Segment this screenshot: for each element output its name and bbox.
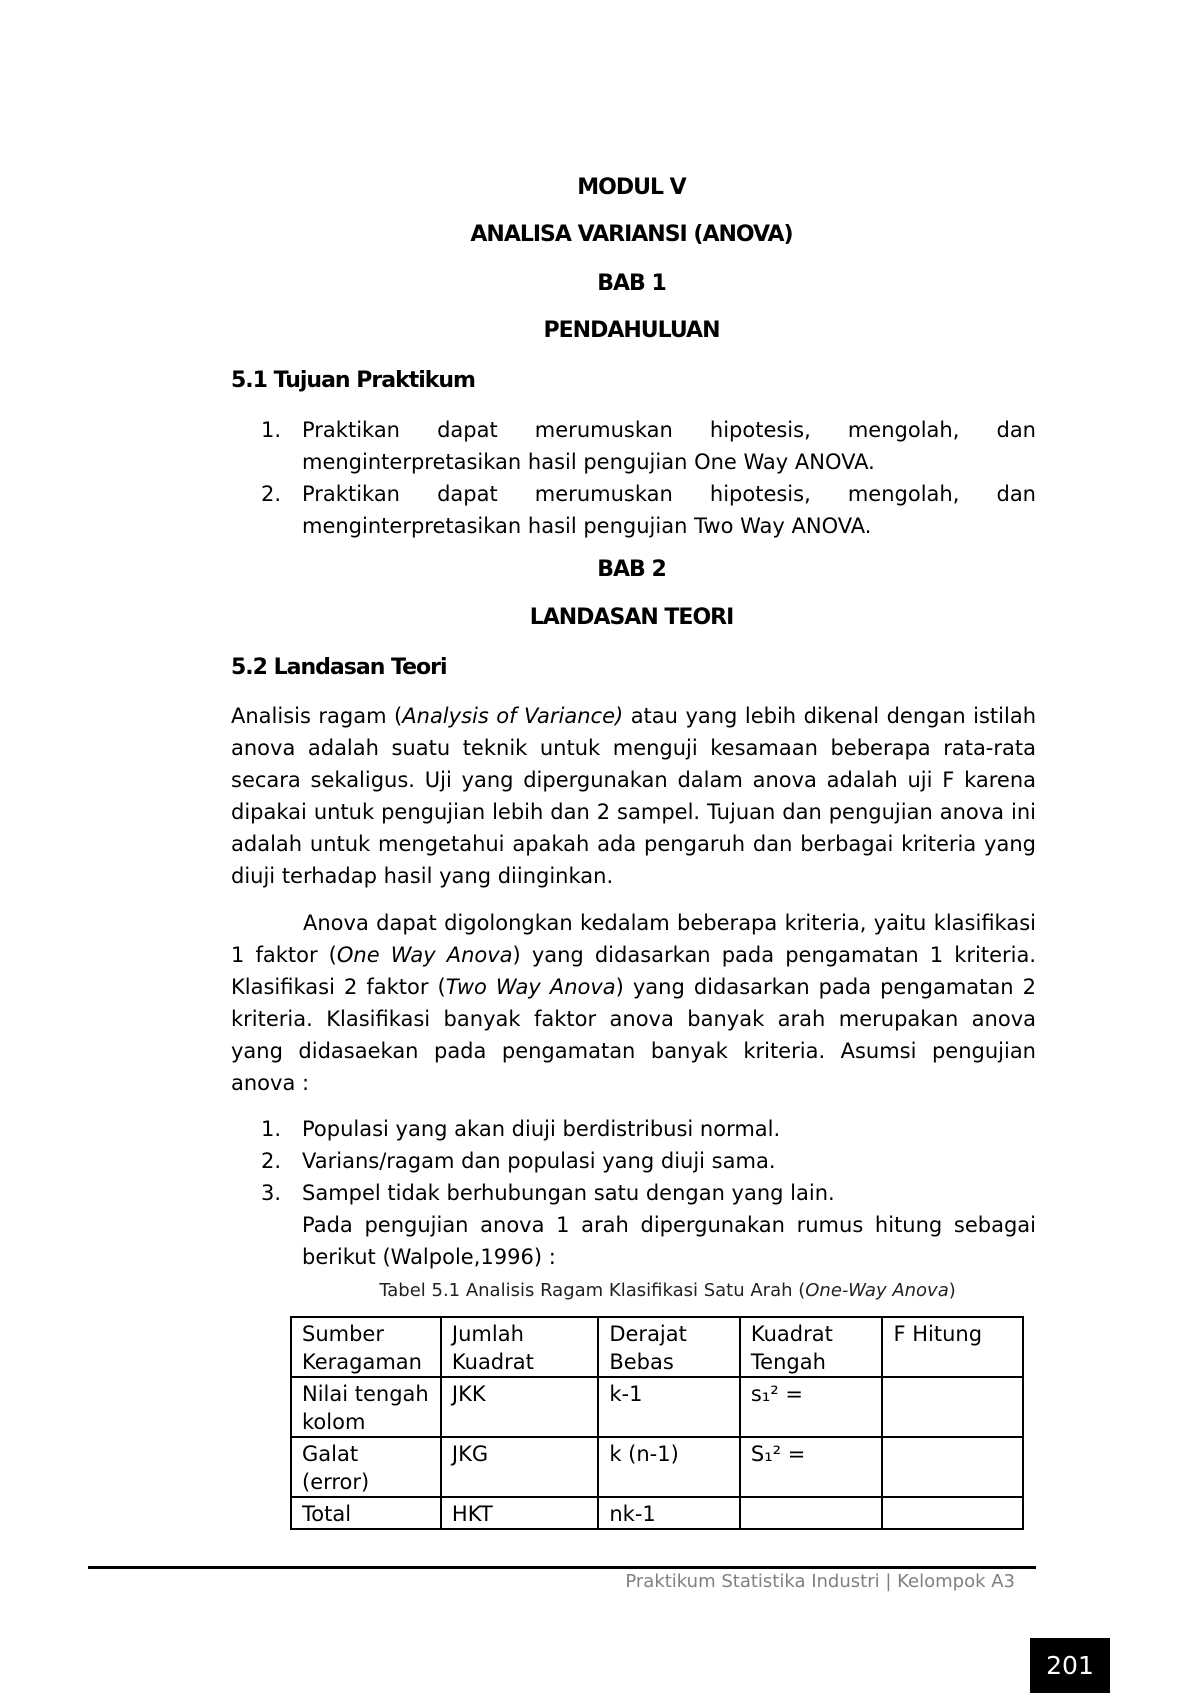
header-line: Jumlah <box>451 1322 524 1346</box>
table-cell <box>291 1437 441 1497</box>
table-row <box>291 1437 1023 1497</box>
table-row <box>291 1377 1023 1437</box>
objective-line: Praktikan dapat merumuskan hipotesis, mengolah, dan <box>302 418 1036 442</box>
objective-item <box>231 414 1036 478</box>
header-line: Bebas <box>609 1350 674 1374</box>
header-line: Derajat <box>609 1322 687 1346</box>
text-run: Anova dapat digolongkan kedalam beberapa kriteria, yaitu klasifikasi 1 faktor ( <box>231 911 1036 967</box>
table-cell: s₁² = <box>740 1377 883 1437</box>
table-cell: k-1 <box>598 1377 740 1437</box>
objective-line: Praktikan dapat merumuskan hipotesis, mengolah, dan <box>302 482 1036 506</box>
table-cell: k (n-1) <box>598 1437 740 1497</box>
table-cell <box>291 1497 441 1529</box>
cell-line: Nilai tengah <box>302 1382 429 1406</box>
cell-line: kolom <box>302 1410 366 1434</box>
list-number: 3. <box>261 1181 282 1205</box>
table-cell: JKK <box>441 1377 598 1437</box>
objective-item <box>231 478 1036 542</box>
paragraph-formula-intro: Pada pengujian anova 1 arah dipergunakan rumus hitung sebagai berikut (Walpole,1996) : <box>302 1213 1036 1269</box>
text-run-italic: Two Way Anova <box>445 975 616 999</box>
header-cell <box>740 1317 883 1377</box>
table-cell <box>882 1377 1023 1437</box>
text-run-italic: One Way Anova <box>336 943 513 967</box>
module-title: ANALISA VARIANSI (ANOVA) <box>470 222 793 247</box>
paragraph-anova-classification <box>231 907 1036 1099</box>
caption-text: Tabel 5.1 Analisis Ragam Klasifikasi Satu Arah ( <box>379 1280 806 1301</box>
assumption-text: Populasi yang akan diuji berdistribusi normal. <box>302 1117 781 1141</box>
caption-text-italic: One-Way Anova <box>805 1280 949 1301</box>
cell-line: Galat <box>302 1442 359 1466</box>
header-line: Tengah <box>750 1350 826 1374</box>
paragraph-anova-definition <box>231 700 1036 892</box>
header-line: F Hitung <box>893 1322 983 1346</box>
table-cell: S₁² = <box>740 1437 883 1497</box>
list-number: 2. <box>261 482 282 506</box>
table-cell: nk-1 <box>598 1497 740 1529</box>
table-header-row <box>291 1317 1023 1377</box>
header-line: Kuadrat <box>451 1350 534 1374</box>
cell-line: (error) <box>302 1470 370 1494</box>
list-number: 2. <box>261 1149 282 1173</box>
objectives-list <box>231 414 1036 542</box>
chapter-2-title: LANDASAN TEORI <box>529 605 734 630</box>
header-line: Sumber <box>302 1322 384 1346</box>
chapter-1-heading: BAB 1 <box>597 271 666 296</box>
assumptions-list <box>231 1113 1036 1209</box>
page-number-badge: 201 <box>1030 1638 1110 1693</box>
anova-table <box>290 1316 1024 1530</box>
table-cell <box>740 1497 883 1529</box>
module-heading: MODUL V <box>577 175 686 200</box>
table-cell: JKG <box>441 1437 598 1497</box>
assumption-item <box>231 1145 1036 1177</box>
footer-text: Praktikum Statistika Industri | Kelompok A3 <box>625 1571 1015 1592</box>
header-cell <box>291 1317 441 1377</box>
table-caption <box>0 1279 1200 1303</box>
assumption-text: Sampel tidak berhubungan satu dengan yang lain. <box>302 1181 835 1205</box>
table-row <box>291 1497 1023 1529</box>
header-cell <box>441 1317 598 1377</box>
table-cell <box>882 1497 1023 1529</box>
assumption-item <box>231 1113 1036 1145</box>
table-cell <box>291 1377 441 1437</box>
footer-divider <box>88 1566 1036 1569</box>
assumption-item <box>231 1177 1036 1209</box>
chapter-2-heading: BAB 2 <box>597 557 666 582</box>
assumption-text: Varians/ragam dan populasi yang diuji sama. <box>302 1149 776 1173</box>
chapter-1-title: PENDAHULUAN <box>543 318 720 343</box>
cell-line: Total <box>302 1502 352 1526</box>
header-cell <box>882 1317 1023 1377</box>
header-line: Keragaman <box>302 1350 422 1374</box>
objective-line: menginterpretasikan hasil pengujian Two Way ANOVA. <box>302 514 872 538</box>
section-5-1-title: 5.1 Tujuan Praktikum <box>231 368 475 393</box>
table-cell <box>882 1437 1023 1497</box>
text-run: atau yang lebih dikenal dengan istilah anova adalah suatu teknik untuk menguji kesamaan beberapa rata-rata secara sekaligus. Uji yang dipergunakan dalam anova adalah uji F karena dipakai untuk pengujian lebih dan 2 sampel. Tujuan dan pengujian anova ini adalah untuk mengetahui apakah ada pengaruh dan berbagai kriteria yang diuji terhadap hasil yang diinginkan. <box>231 704 1036 888</box>
caption-text: ) <box>948 1280 956 1301</box>
list-number: 1. <box>261 418 282 442</box>
text-run: ) yang didasarkan pada pengamatan 1 kriteria. Klasifikasi 2 faktor ( <box>231 943 1037 999</box>
text-run: ) yang didasarkan pada pengamatan 2 kriteria. Klasifikasi banyak faktor anova banyak arah merupakan anova yang didasaekan pada pengamatan banyak kriteria. Asumsi pengujian anova : <box>231 975 1036 1095</box>
objective-line: menginterpretasikan hasil pengujian One Way ANOVA. <box>302 450 875 474</box>
header-line: Kuadrat <box>750 1322 833 1346</box>
text-run: Analisis ragam ( <box>231 704 403 728</box>
header-cell <box>598 1317 740 1377</box>
list-number: 1. <box>261 1117 282 1141</box>
section-5-2-title: 5.2 Landasan Teori <box>231 655 447 680</box>
table-cell: HKT <box>441 1497 598 1529</box>
text-run-italic: Analysis of Variance) <box>402 704 624 728</box>
